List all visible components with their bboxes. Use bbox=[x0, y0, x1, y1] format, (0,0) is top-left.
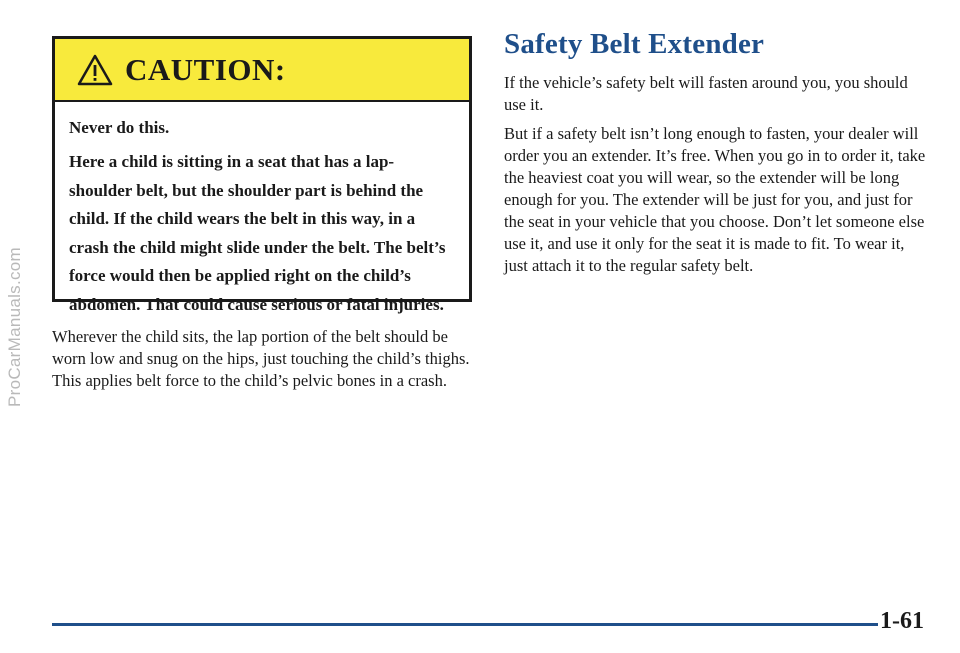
caution-title: CAUTION: bbox=[125, 51, 286, 87]
extender-paragraph-1: If the vehicle’s safety belt will fasten around you, you should use it. bbox=[504, 73, 908, 114]
caution-lead: Never do this. bbox=[69, 118, 170, 137]
caution-box bbox=[52, 36, 472, 314]
footer-rule bbox=[52, 623, 878, 626]
section-title: Safety Belt Extender bbox=[504, 28, 765, 60]
watermark bbox=[2, 0, 28, 653]
caution-body bbox=[55, 102, 469, 319]
watermark-text: ProCarManuals.com bbox=[5, 246, 25, 407]
page-number: 1-61 bbox=[880, 608, 924, 634]
extender-paragraph-2: But if a safety belt isn’t long enough to fasten, your dealer will order you an extender. It’s free. When you go in to order it, take the heaviest coat you will wear, so the extender will be long enough for you. The extender will be just for you, and just for the seat in your vehicle that you choose. Don’t let someone else use it, and use it only for the seat it is made to fit. To wear it, just attach it to the regular safety belt. bbox=[504, 124, 926, 275]
caution-text: Here a child is sitting in a seat that has a lap-shoulder belt, but the shoulder part is behind the child. If the child wears the belt in this way, in a crash the child might slide under the belt. The belt’s force would then be applied right on the child’s abdomen. That could cause serious or fatal injuries. bbox=[69, 152, 446, 314]
caution-header bbox=[55, 39, 469, 102]
warning-triangle-icon bbox=[77, 54, 113, 86]
lap-belt-paragraph: Wherever the child sits, the lap portion of the belt should be worn low and snug on the hips, just touching the child’s thighs. This applies belt force to the child’s pelvic bones in a crash. bbox=[52, 327, 470, 390]
